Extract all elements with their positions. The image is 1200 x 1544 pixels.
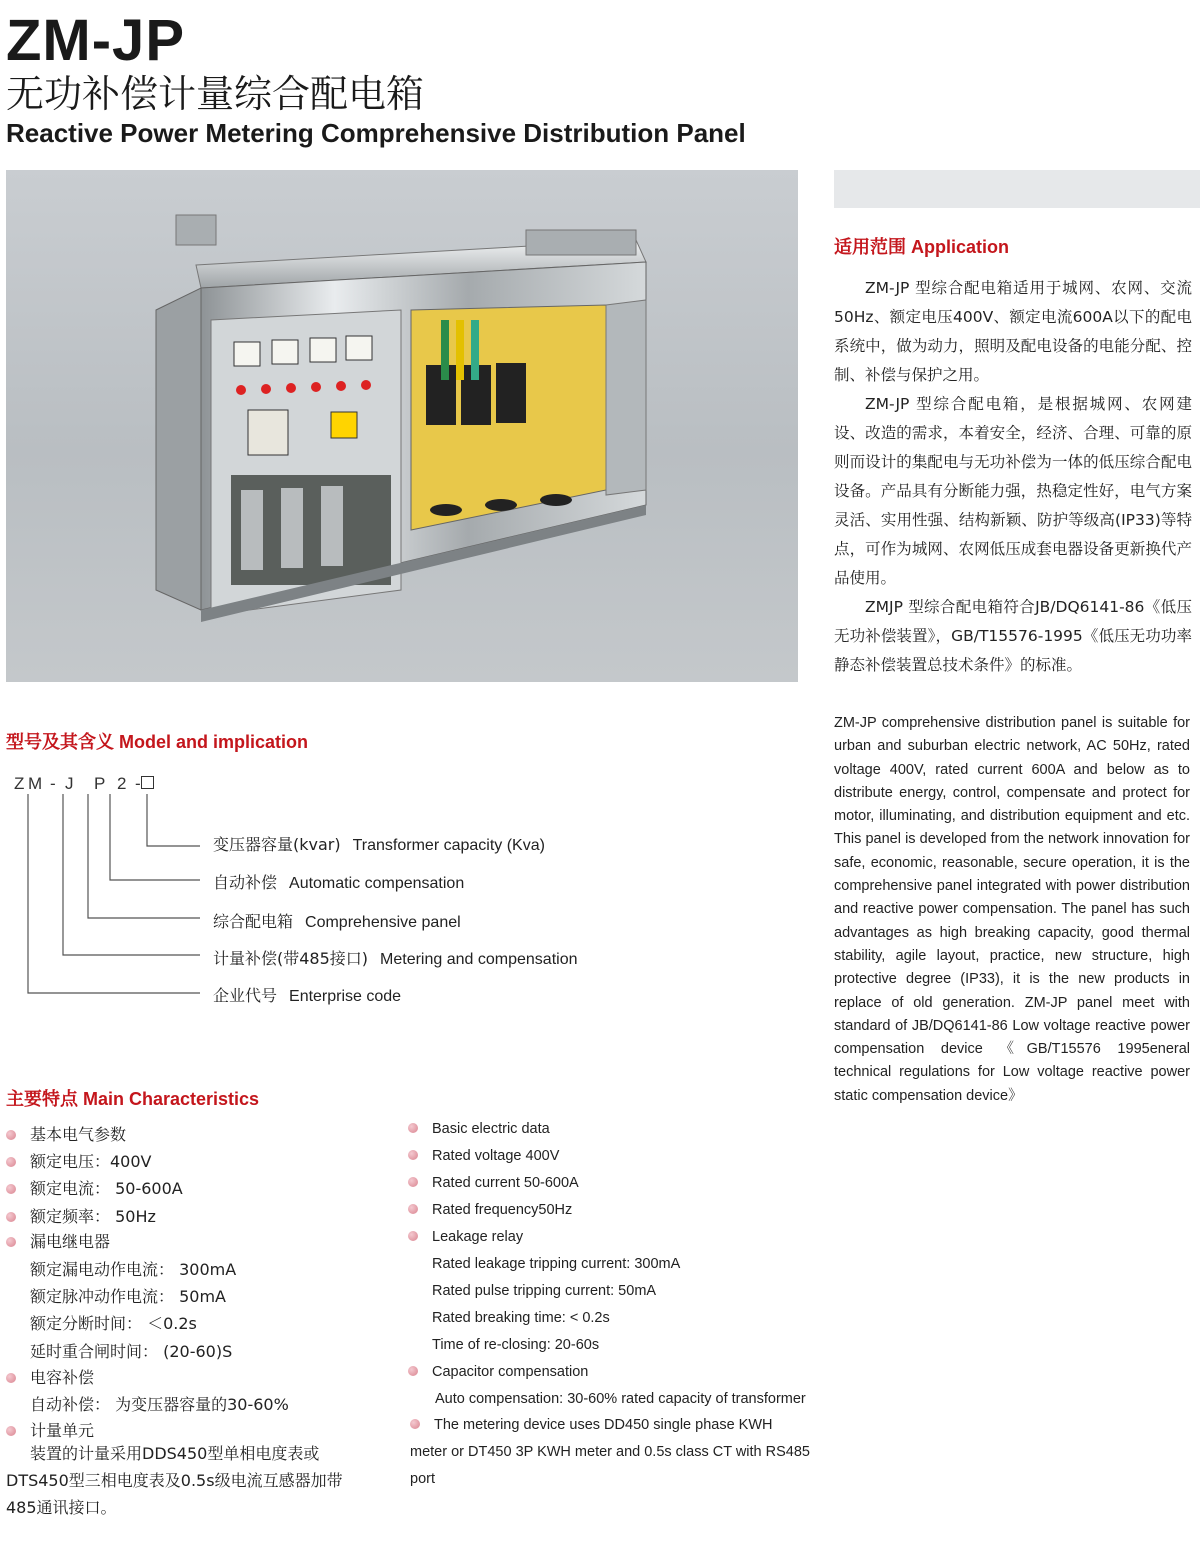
code-char: Z [14, 774, 25, 793]
title-chinese: 无功补偿计量综合配电箱 [6, 72, 425, 116]
code-char: - [135, 774, 141, 793]
char-en-item: Rated pulse tripping current: 50mA [432, 1283, 657, 1299]
char-en-meter: The metering device uses DD450 single phase KWH meter or DT450 3P KWH meter and 0.5s class CT with RS485 port [410, 1417, 810, 1487]
char-cn-item: 延时重合闸时间： (20-60)S [30, 1342, 233, 1361]
bullet-icon [408, 1177, 418, 1187]
bullet-icon [6, 1373, 16, 1383]
char-cn-item: 额定脉冲动作电流： 50mA [30, 1287, 226, 1306]
char-cn-item: 基本电气参数 [30, 1125, 127, 1144]
application-cn-paragraph: ZM-JP 型综合配电箱，是根据城网、农网建设、改造的需求，本着安全，经济、合理、可靠的原则而设计的集配电与无功补偿为一体的低压综合配电设备。产品具有分断能力强，热稳定性好，电气方案灵活、实用性强、结构新颖、防护等级高(IP33)等特点，可作为城网、农网低压成套电器设备更新换代产品使用。 [834, 395, 1192, 587]
model-item-cn: 企业代号 [213, 986, 278, 1005]
code-char: J [65, 774, 74, 793]
char-en-item: Auto compensation: 30-60% rated capacity of transformer [435, 1391, 806, 1407]
model-code-title: ZM-JP [6, 8, 185, 73]
model-item-en: Metering and compensation [380, 951, 578, 968]
model-item-en: Transformer capacity (Kva) [352, 837, 545, 854]
char-cn-item: 额定电流： 50-600A [30, 1179, 183, 1198]
bullet-icon [6, 1426, 16, 1436]
char-cn-item: 额定电压：400V [30, 1152, 152, 1171]
bullet-icon [6, 1157, 16, 1167]
model-heading: 型号及其含义 Model and implication [6, 732, 309, 752]
model-item-cn: 综合配电箱 [213, 912, 294, 931]
characteristics-heading: 主要特点 Main Characteristics [6, 1089, 260, 1109]
char-en-item: Leakage relay [432, 1229, 524, 1245]
bullet-icon [408, 1231, 418, 1241]
title-english: Reactive Power Metering Comprehensive Distribution Panel [6, 118, 746, 148]
bullet-icon [408, 1150, 418, 1160]
bullet-icon [408, 1204, 418, 1214]
decorative-band [834, 170, 1200, 208]
model-item [213, 870, 464, 893]
char-en-item: Rated breaking time: < 0.2s [432, 1310, 610, 1326]
application-english-text: ZM-JP comprehensive distribution panel is suitable for urban and suburban electric network, AC 50Hz, rated voltage 400V, rated current 600A and below as to distribute energy, control, compensate and protect for motor, illuminating, and distribution equipment and etc. This panel is developed from the network innovation for safe, economic, reasonable, secure operation, it is the comprehensive panel integrated with power distribution and reactive power compensation. The panel has such advantages as high breaking capacity, good thermal stability, agile layout, practice, new structure, high protective degree (IP33), it is the new products in replace of old generation. ZM-JP panel meet with standard of JB/DQ6141-86 Low voltage reactive power compensation device 《GB/T15576 1995eneral technical regulations for Low voltage reactive power static compensation device》 [834, 715, 1190, 1104]
bullet-icon [6, 1212, 16, 1222]
char-en-item: Time of re-closing: 20-60s [432, 1337, 600, 1353]
model-item-cn: 变压器容量(kvar) [213, 835, 341, 854]
char-en-item: Basic electric data [432, 1121, 550, 1137]
char-cn-item: 额定漏电动作电流： 300mA [30, 1260, 237, 1279]
application-heading: 适用范围 Application [834, 237, 1009, 257]
char-en-item: Rated leakage tripping current: 300mA [432, 1256, 681, 1272]
bullet-icon [408, 1366, 418, 1376]
model-item [213, 909, 461, 932]
product-photo [6, 170, 798, 682]
char-en-item: Rated current 50-600A [432, 1175, 579, 1191]
char-cn-meter-text [6, 1440, 351, 1521]
model-item-cn: 计量补偿(带485接口) [213, 949, 369, 968]
code-char: 2 [117, 774, 127, 793]
code-char: P [94, 774, 106, 793]
model-item [213, 832, 545, 855]
char-en-item: Rated voltage 400V [432, 1148, 560, 1164]
char-cn-item: 计量单元 [30, 1421, 95, 1440]
char-en-item: Rated frequency50Hz [432, 1202, 573, 1218]
char-en-item: Capacitor compensation [432, 1364, 589, 1380]
char-cn-meter: 装置的计量采用DDS450型单相电度表或DTS450型三相电度表及0.5s级电流互感器加带485通讯接口。 [6, 1444, 343, 1517]
model-item-cn: 自动补偿 [213, 873, 278, 892]
model-item-en: Comprehensive panel [305, 914, 461, 931]
application-cn-paragraph: ZM-JP 型综合配电箱适用于城网、农网、交流50Hz、额定电压400V、额定电流600A以下的配电系统中，做为动力，照明及配电设备的电能分配、控制、补偿与保护之用。 [834, 279, 1192, 384]
model-item [213, 983, 401, 1006]
code-char: M [28, 774, 43, 793]
model-item-en: Automatic compensation [289, 875, 465, 892]
char-cn-item: 额定分断时间： ＜0.2s [30, 1314, 197, 1333]
model-tree-lines [0, 790, 700, 1010]
code-capacity-box [141, 776, 154, 789]
char-cn-item: 漏电继电器 [30, 1232, 111, 1251]
bullet-icon [6, 1237, 16, 1247]
bullet-icon [410, 1419, 420, 1429]
code-char: - [50, 774, 56, 793]
bullet-icon [6, 1184, 16, 1194]
char-cn-item: 额定频率： 50Hz [30, 1207, 156, 1226]
model-item [213, 946, 577, 969]
application-cn-paragraph: ZMJP 型综合配电箱符合JB/DQ6141-86《低压无功补偿装置》，GB/T15576-1995《低压无功功率静态补偿装置总技术条件》的标准。 [834, 598, 1192, 674]
char-en-meter-text [410, 1412, 810, 1493]
char-cn-item: 电容补偿 [30, 1368, 95, 1387]
model-item-en: Enterprise code [289, 988, 402, 1005]
char-cn-item: 自动补偿： 为变压器容量的30-60% [30, 1395, 289, 1414]
bullet-icon [408, 1123, 418, 1133]
application-chinese-text [834, 274, 1192, 680]
bullet-icon [6, 1130, 16, 1140]
